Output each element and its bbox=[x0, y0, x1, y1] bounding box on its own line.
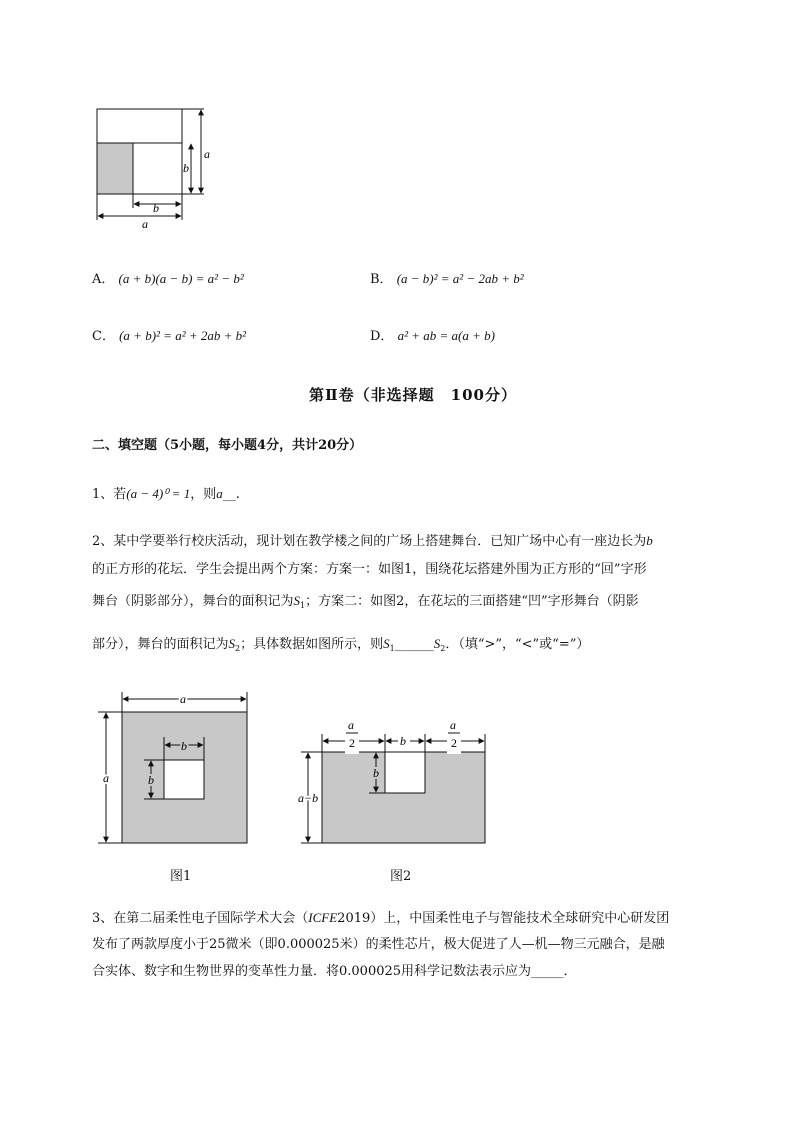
option-c-letter: C． bbox=[92, 329, 115, 344]
question-3-line-1: 3、在第二届柔性电子国际学术大会（ICFE2019）上，中国柔性电子与智能技术全球研究中心研发团 bbox=[92, 910, 670, 926]
fig2-frac-left-den: 2 bbox=[349, 736, 355, 750]
question-1: 1、若(a − 4)⁰ = 1，则a__. bbox=[92, 486, 240, 502]
fig2-frac-left-num: a bbox=[348, 718, 354, 732]
question-3-line-2: 发布了两款厚度小于25微米（即0.000025米）的柔性芯片，极大促进了人—机—物三元融合，是融 bbox=[92, 937, 665, 952]
fig2-label-a-minus-b: a−b bbox=[298, 791, 319, 805]
fig2-label-b-top: b bbox=[400, 734, 406, 748]
fig1-label-a-top: a bbox=[180, 692, 186, 706]
fig1-label-b-left: b bbox=[148, 773, 154, 787]
fig1-label-b-top: b bbox=[181, 739, 187, 753]
q2-blank[interactable]: ______ bbox=[394, 637, 434, 652]
option-a-text: (a + b)(a − b) = a² − b² bbox=[118, 271, 244, 286]
option-a-letter: A． bbox=[92, 272, 115, 287]
section-title: 第Ⅱ卷（非选择题 100分） bbox=[309, 386, 517, 404]
fig2-label-b-left: b bbox=[373, 766, 379, 780]
fig2-frac-right-den: 2 bbox=[451, 736, 457, 750]
figure-2-caption: 图2 bbox=[390, 869, 412, 884]
option-b[interactable] bbox=[370, 269, 524, 290]
option-a[interactable] bbox=[92, 269, 244, 290]
fig1-flower-bed bbox=[164, 760, 204, 799]
label-a-right: a bbox=[204, 147, 210, 161]
option-d[interactable] bbox=[370, 326, 495, 347]
fig2-frac-right-num: a bbox=[450, 718, 456, 732]
question-2-line-1: 2、某中学要举行校庆活动，现计划在教学楼之间的广场上搭建舞台．已知广场中心有一座边长为b bbox=[92, 533, 653, 549]
q1-blank[interactable]: __. bbox=[222, 487, 240, 502]
question-2-line-3: 舞台（阴影部分），舞台的面积记为$S_1$；方案二：如图2，在花坛的三面搭建“凹”字形舞台（阴影 bbox=[92, 593, 639, 610]
question-2-line-2: 的正方形的花坛．学生会提出两个方案：方案一：如图1，围绕花坛搭建外围为正方形的“回”字形 bbox=[92, 562, 647, 577]
shaded-rectangle bbox=[97, 143, 133, 194]
question-2-line-4: 部分），舞台的面积记为$S_2$；具体数据如图所示，则$S_1\_\_\_\_\_\_S_2$．（填“>”，“<”或“=”） bbox=[92, 636, 590, 653]
label-a-bottom: a bbox=[142, 217, 148, 231]
option-d-letter: D． bbox=[370, 329, 394, 344]
fig1-label-a-left: a bbox=[103, 771, 109, 785]
figure-1 bbox=[92, 688, 262, 893]
option-c[interactable] bbox=[92, 326, 246, 347]
option-b-text: (a − b)² = a² − 2ab + b² bbox=[396, 271, 524, 286]
figure-1-caption: 图1 bbox=[170, 869, 192, 884]
label-b-side: b bbox=[183, 161, 189, 175]
option-c-text: (a + b)² = a² + 2ab + b² bbox=[119, 328, 247, 343]
label-b-bottom: b bbox=[153, 201, 159, 215]
q1-expression: (a − 4)⁰ = 1 bbox=[126, 486, 191, 501]
figure-2 bbox=[295, 714, 495, 849]
question-3-line-3: 合实体、数字和生物世界的变革性力量．将0.000025用科学记数法表示应为_____． bbox=[92, 964, 577, 979]
option-d-text: a² + ab = a(a + b) bbox=[397, 328, 495, 343]
option-b-letter: B． bbox=[370, 272, 393, 287]
part-title: 二、填空题（5小题，每小题4分，共计20分） bbox=[92, 438, 363, 453]
fig2-flower-bed bbox=[385, 752, 425, 793]
top-figure bbox=[90, 104, 220, 234]
